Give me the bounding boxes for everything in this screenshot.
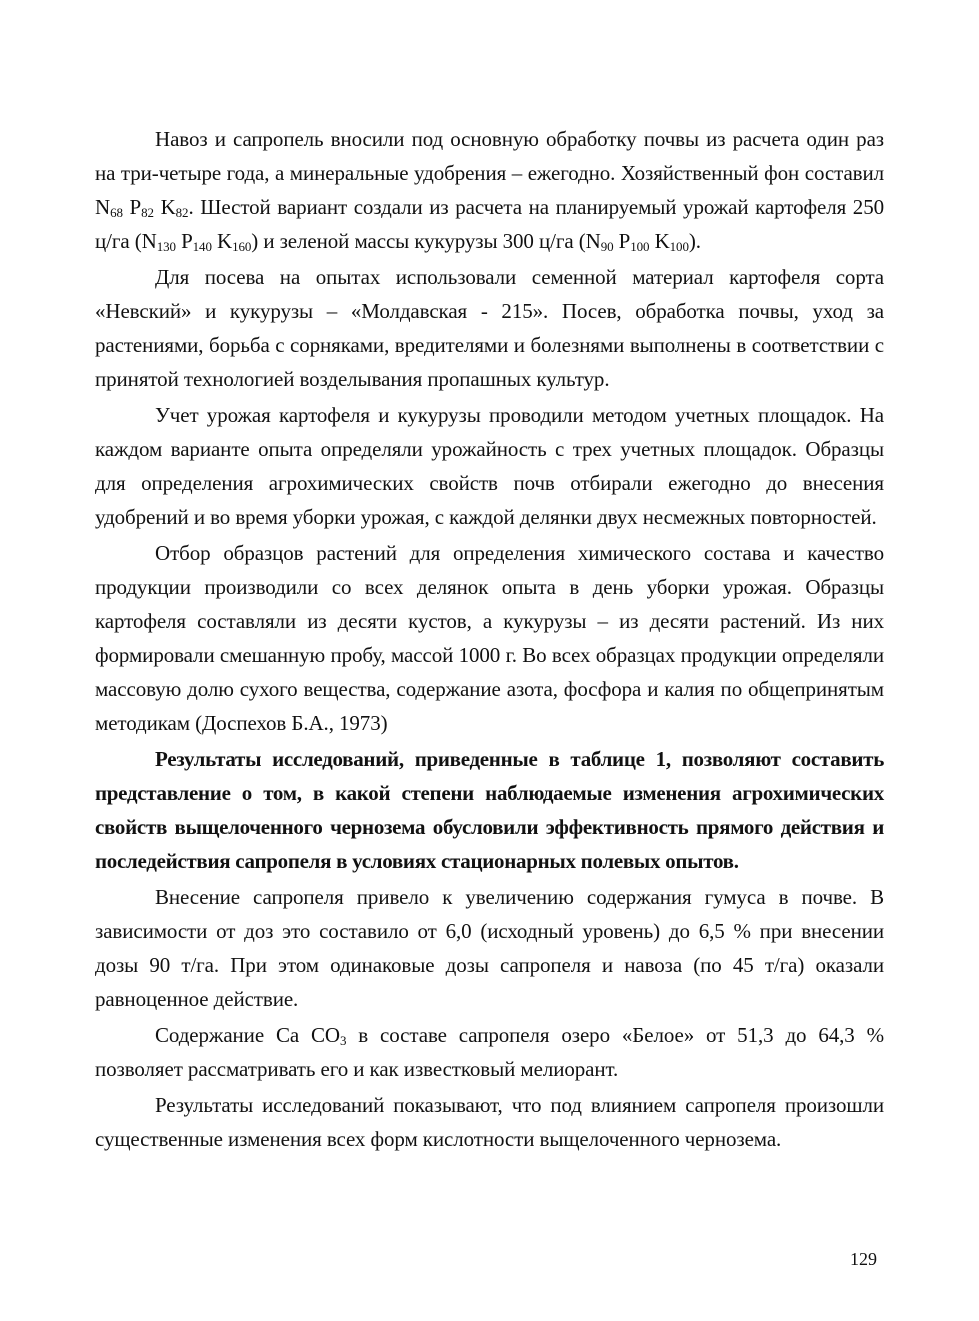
paragraph-plant-sampling: Отбор образцов растений для определения химического состава и качество продукции производили со всех делянок опыта в день уборки урожая. Образцы картофеля составляли из десяти кустов, а кукурузы – из десяти растений. Из них формировали смешанную пробу, массой 1000 г. Во всех образцах продукции определяли массовую долю сухого вещества, содержание азота, фосфора и калия по общепринятым методикам (Доспехов Б.А., 1973)	[95, 541, 884, 735]
paragraph-humus-content: Внесение сапропеля привело к увеличению содержания гумуса в почве. В зависимости от доз это составило от 6,0 (исходный уровень) до 6,5 % при внесении дозы 90 т/га. При этом одинаковые дозы сапропеля и навоза (по 45 т/га) оказали равноценное действие.	[95, 885, 884, 1011]
paragraph-caco3-content: Содержание Ca $CO_3$ в составе сапропеля озеро «Белое» от 51,3 до 64,3 % позволяет рассматривать его и как известковый мелиорант.	[95, 1023, 885, 1081]
paragraph-acidity-changes: Результаты исследований показывают, что под влиянием сапропеля произошли существенные изменения всех форм кислотности выщелоченного чернозема.	[95, 1093, 884, 1151]
page-number: 129	[850, 1249, 877, 1269]
paragraph-research-results: Результаты исследований, приведенные в таблице 1, позволяют составить представление о том, в какой степени наблюдаемые изменения агрохимических свойств выщелоченного чернозема обусловили эффективность прямого действия и последействия сапропеля в условиях стационарных полевых опытов.	[95, 747, 884, 873]
paragraph-sowing-material: Для посева на опытах использовали семенной материал картофеля сорта «Невский» и кукурузы – «Молдавская - 215». Посев, обработка почвы, уход за растениями, борьба с сорняками, вредителями и болезнями выполнены в соответствии с принятой технологией возделывания пропашных культур.	[95, 265, 884, 391]
document-body	[95, 122, 884, 1158]
paragraph-harvest-accounting: Учет урожая картофеля и кукурузы проводили методом учетных площадок. На каждом варианте опыта определяли урожайность с трех учетных площадок. Образцы для определения агрохимических свойств почв отбирали ежегодно до внесения удобрений и во время уборки урожая, с каждой делянки двух несмежных повторностей.	[95, 403, 884, 529]
paragraph-fertilizer-application: Навоз и сапропель вносили под основную обработку почвы из расчета один раз на три-четыре года, а минеральные удобрения – ежегодно. Хозяйственный фон составил $N_{68}$ $P_{82}$ $K_{82}$. Шестой вариант создали из расчета на планируемый урожай картофеля 250 ц/га ($N_{130}$ $P_{140}$ $K_{160}$) и зеленой массы кукурузы 300 ц/га ($N_{90}$ $P_{100}$ $K_{100}$).	[95, 127, 884, 254]
